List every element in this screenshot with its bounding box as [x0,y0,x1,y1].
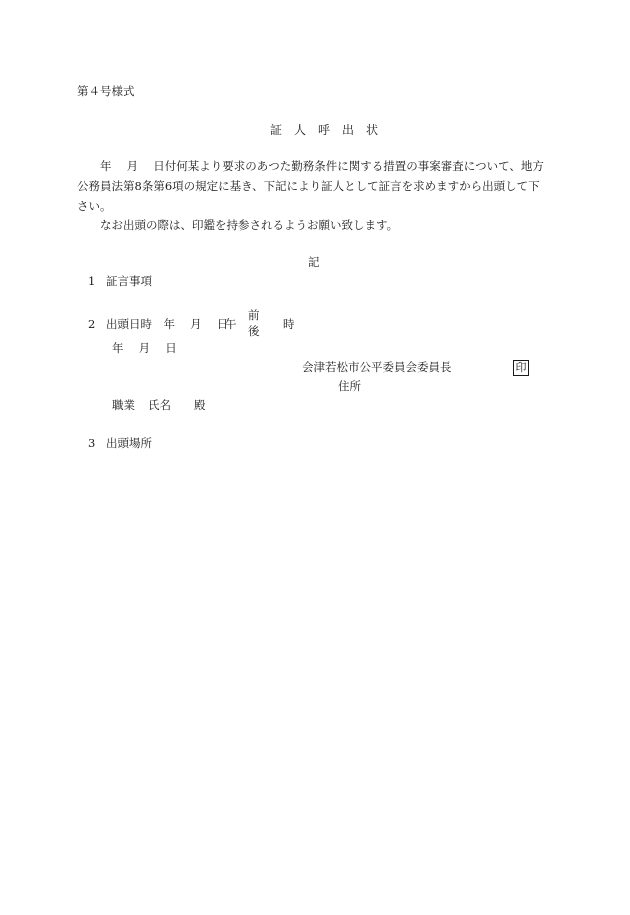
address-label: 住所 [338,379,361,393]
name-label: 氏名 [148,398,171,412]
item-3-label: 出頭場所 [106,436,152,450]
item-2-label: 出頭日時 年 月 日 [106,317,229,331]
item-2-hour: 時 [283,317,295,331]
issuer-name: 会津若松市公平委員会委員長 [302,360,452,374]
form-number: 第４号様式 [77,84,135,98]
seal-mark: 印 [513,360,529,376]
body-line-3: さい。 [77,199,112,213]
honorific-label: 殿 [194,398,206,412]
document-title: 証 人 呼 出 状 [270,123,379,137]
item-3-number: 3 [88,436,96,450]
item-2-am: 午 [225,317,237,331]
item-2-go: 後 [248,324,260,338]
item-1-label: 証言事項 [106,274,152,288]
item-2-number: 2 [88,317,96,331]
ki-heading: 記 [308,255,320,269]
body-line-1: 年 月 日付何某より要求のあつた勤務条件に関する措置の事案審査について、地方 [100,159,544,173]
item-2-zen: 前 [248,308,260,322]
body-line-4: なお出頭の際は、印鑑を持参されるようお願い致します。 [100,218,399,232]
body-line-2: 公務員法第8条第6項の規定に基き、下記により証人として証言を求めますから出頭して下 [77,179,540,193]
occupation-label: 職業 [112,398,135,412]
item-1-number: 1 [88,274,96,288]
issue-date: 年 月 日 [112,341,177,355]
